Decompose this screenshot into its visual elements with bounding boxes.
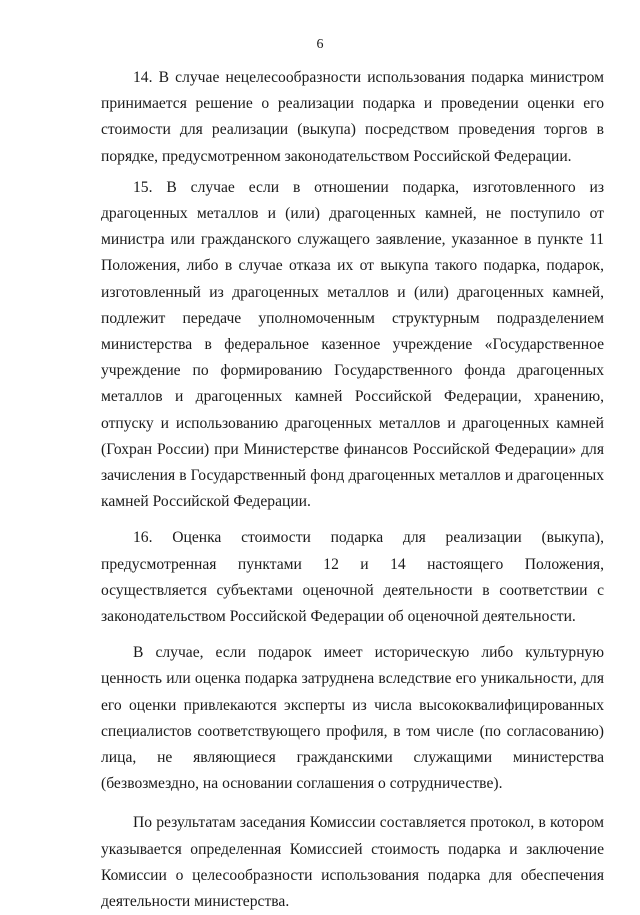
- paragraph-16-expert-valuation: В случае, если подарок имеет историческую либо культурную ценность или оценка подарка затруднена вследствие его уникальности, для его оценки привлекаются эксперты из числа высококвалифицированных специалистов соответствующего профиля, в том числе (по согласованию) лица, не являющиеся гражданскими служащими министерства (безвозмездно, на основании соглашения о сотрудничестве).: [101, 644, 604, 793]
- paragraph-16: 16. Оценка стоимости подарка для реализации (выкупа), предусмотренная пунктами 12 и 14 настоящего Положения, осуществляется субъектами оценочной деятельности в соответствии с законодательством Российской Федерации об оценочной деятельности.: [101, 529, 604, 626]
- paragraph-15: 15. В случае если в отношении подарка, изготовленного из драгоценных металлов и (или) драгоценных камней, не поступило от министра или гражданского служащего заявление, указанное в пункте 11 Положения, либо в случае отказа их от выкупа такого подарка, подарок, изготовленный из драгоценных металлов и (или) драгоценных камней, подлежит передаче уполномоченным структурным подразделением министерства в федеральное казенное учреждение «Государственное учреждение по формированию Государственного фонда драгоценных металлов и драгоценных камней Российской Федерации, хранению, отпуску и использованию драгоценных металлов и драгоценных камней (Гохран России) при Министерстве финансов Российской Федерации» для зачисления в Государственный фонд драгоценных металлов и драгоценных камней Российской Федерации.: [101, 178, 604, 511]
- paragraph-14: 14. В случае нецелесообразности использования подарка министром принимается решение о реализации подарка и проведении оценки его стоимости для реализации (выкупа) посредством проведения торгов в порядке, предусмотренном законодательством Российской Федерации.: [101, 69, 604, 165]
- document-body: [101, 65, 604, 915]
- page-number: 6: [316, 37, 324, 52]
- paragraph-16-commission-protocol: По результатам заседания Комиссии составляется протокол, в котором указывается определенная Комиссией стоимость подарка и заключение Комиссии о целесообразности использования подарка для обеспечения деятельности министерства.: [101, 814, 604, 911]
